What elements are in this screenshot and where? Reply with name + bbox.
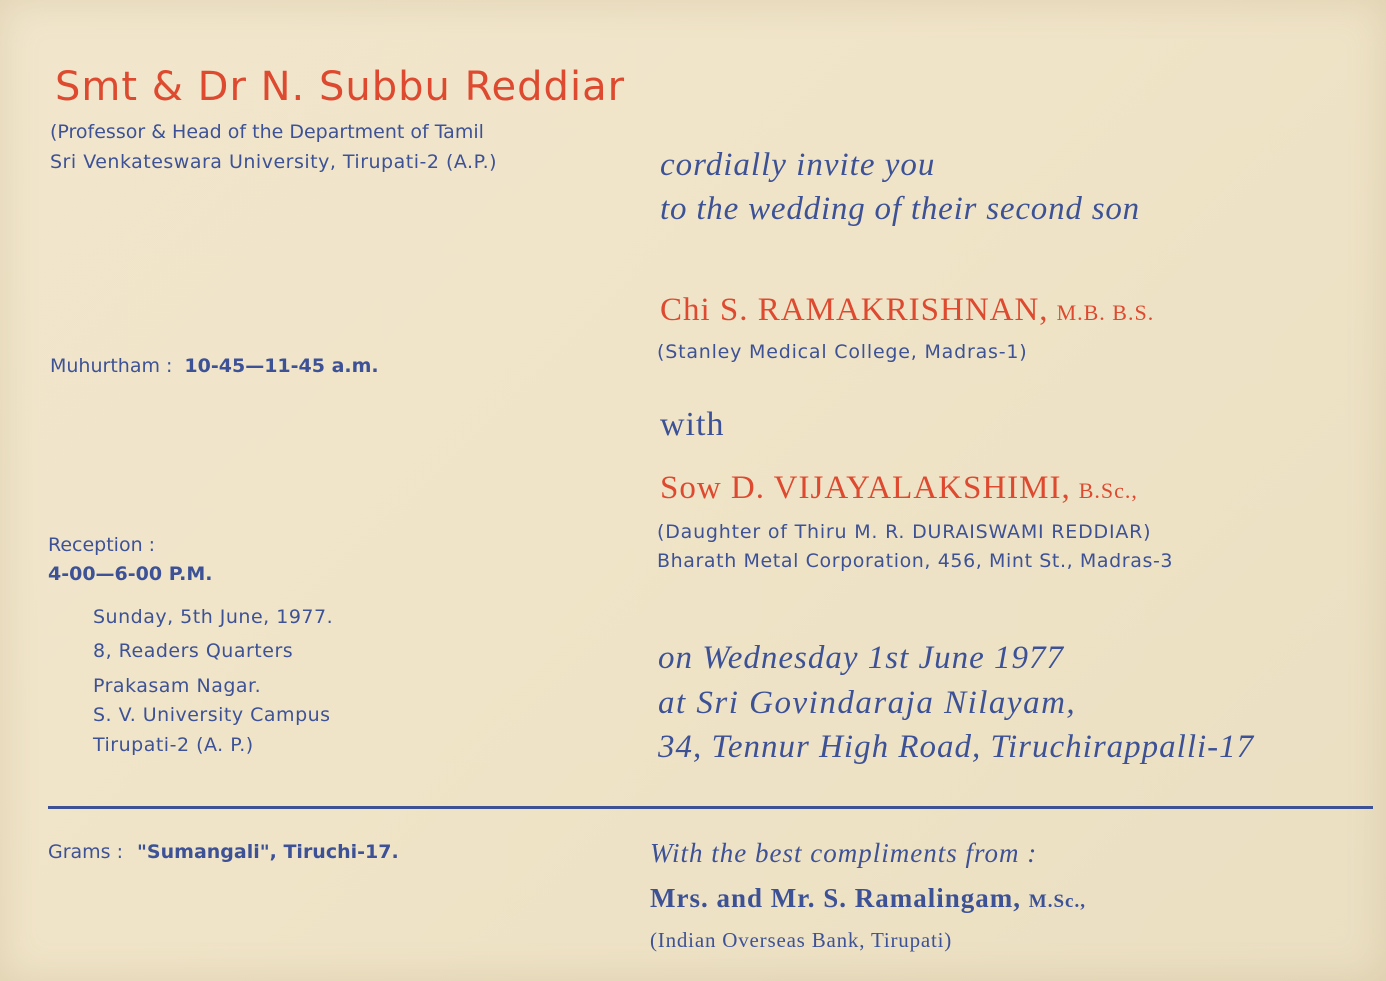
bride-name-line [660,470,1138,507]
grams-value: "Sumangali", Tiruchi-17. [137,841,399,863]
compliments-name: Mrs. and Mr. S. Ramalingam, [650,883,1022,913]
host-university: Sri Venkateswara University, Tirupati-2 (A.P.) [50,151,498,173]
with-word: with [660,406,725,443]
wedding-venue: at Sri Govindaraja Nilayam, [658,685,1077,721]
reception-address-4: Tirupati-2 (A. P.) [93,734,254,756]
groom-name: Chi S. RAMAKRISHNAN, [660,292,1049,328]
muhurtham-label: Muhurtham : [50,355,173,377]
muhurtham-line [50,355,379,377]
compliments-bank: (Indian Overseas Bank, Tirupati) [650,928,953,952]
groom-college: (Stanley Medical College, Madras-1) [657,341,1028,363]
invitation-line-1: cordially invite you [660,147,936,183]
wedding-address: 34, Tennur High Road, Tiruchirappalli-17 [658,729,1255,765]
compliments-degree: M.Sc., [1028,891,1086,912]
compliments-line: With the best compliments from : [650,838,1038,868]
reception-label: Reception : [48,534,156,556]
reception-time: 4-00—6-00 P.M. [48,563,213,585]
host-name: Smt & Dr N. Subbu Reddiar [55,64,626,110]
bride-degree: B.Sc., [1078,478,1138,503]
bride-address: Bharath Metal Corporation, 456, Mint St., Madras-3 [657,550,1174,572]
grams-line [48,841,399,863]
bride-father: (Daughter of Thiru M. R. DURAISWAMI REDDIAR) [657,521,1152,543]
bride-name: Sow D. VIJAYALAKSHIMI, [660,470,1071,506]
groom-name-line [660,292,1154,329]
muhurtham-time: 10-45—11-45 a.m. [184,355,379,377]
divider [48,806,1373,809]
wedding-date: on Wednesday 1st June 1977 [658,640,1065,676]
reception-address-1: 8, Readers Quarters [93,640,294,662]
reception-address-2: Prakasam Nagar. [93,675,262,697]
reception-address-3: S. V. University Campus [93,704,331,726]
invitation-line-2: to the wedding of their second son [660,191,1140,227]
host-title: (Professor & Head of the Department of Tamil [50,121,484,143]
groom-degree: M.B. B.S. [1056,300,1155,325]
grams-label: Grams : [48,841,124,863]
compliments-name-line [650,883,1086,914]
reception-day: Sunday, 5th June, 1977. [93,606,334,628]
